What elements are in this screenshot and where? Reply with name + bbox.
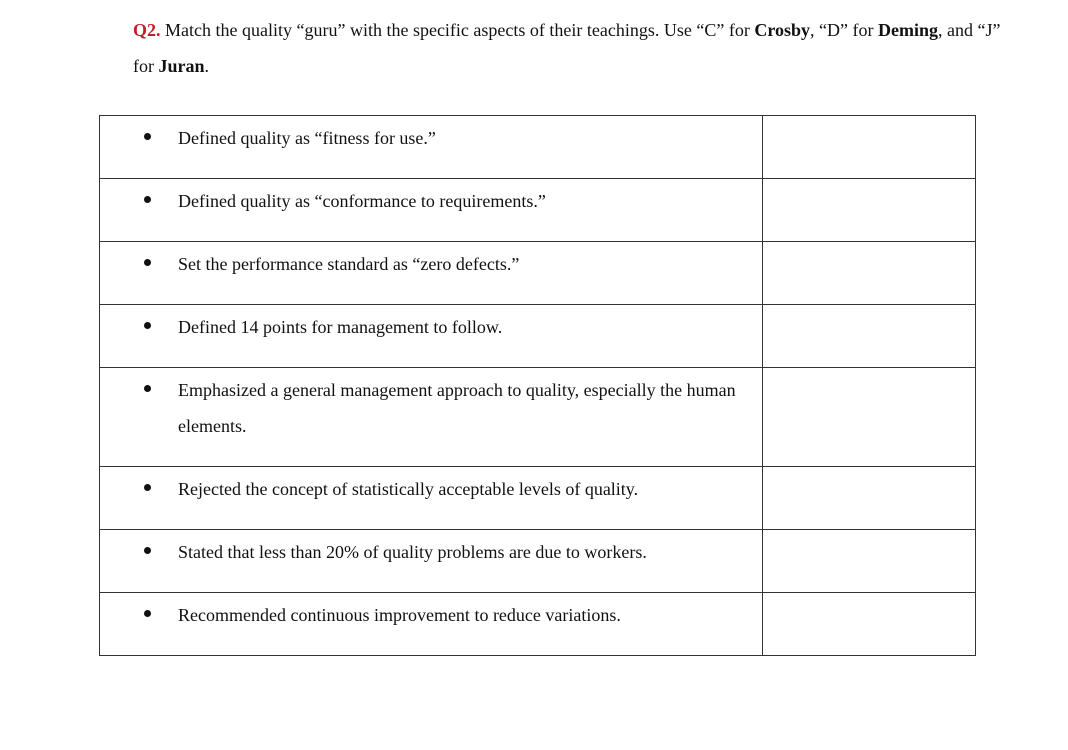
bullet-icon [144, 385, 151, 392]
statement-cell [100, 467, 763, 530]
statement-text: Stated that less than 20% of quality problems are due to workers. [178, 542, 647, 562]
statement-cell [100, 179, 763, 242]
answer-cell[interactable] [763, 593, 976, 656]
bullet-icon [144, 259, 151, 266]
bullet-icon [144, 484, 151, 491]
question-number: Q2. [133, 20, 161, 40]
table-row [100, 116, 976, 179]
answer-cell[interactable] [763, 242, 976, 305]
question-prompt [133, 12, 1013, 84]
bullet-icon [144, 133, 151, 140]
bullet-icon [144, 196, 151, 203]
statement-text: Set the performance standard as “zero defects.” [178, 254, 520, 274]
bullet-icon [144, 610, 151, 617]
statement-text: Rejected the concept of statistically acceptable levels of quality. [178, 479, 639, 499]
crosby-label: Crosby [754, 20, 811, 40]
bullet-icon [144, 547, 151, 554]
table-row [100, 593, 976, 656]
statement-text: Recommended continuous improvement to reduce variations. [178, 605, 621, 625]
statement-cell [100, 368, 763, 467]
juran-label: Juran [158, 56, 205, 76]
statement-cell [100, 530, 763, 593]
table-row [100, 179, 976, 242]
statement-text: Defined 14 points for management to follow. [178, 317, 503, 337]
table-row [100, 530, 976, 593]
statement-text: Defined quality as “conformance to requirements.” [178, 191, 546, 211]
bullet-icon [144, 322, 151, 329]
table-row [100, 305, 976, 368]
answer-cell[interactable] [763, 179, 976, 242]
answer-cell[interactable] [763, 530, 976, 593]
question-text: Match the quality “guru” with the specific aspects of their teachings. Use “C” for [160, 20, 755, 40]
statement-cell [100, 305, 763, 368]
answer-cell[interactable] [763, 116, 976, 179]
question-text: , “D” for [810, 20, 878, 40]
answer-cell[interactable] [763, 467, 976, 530]
matching-table [99, 115, 976, 656]
question-text: , and “J” for [133, 20, 1001, 76]
table-row [100, 242, 976, 305]
question-text: . [204, 56, 210, 76]
table-row [100, 368, 976, 467]
statement-text: Defined quality as “fitness for use.” [178, 128, 436, 148]
statement-text: Emphasized a general management approach to quality, especially the human elements. [178, 380, 736, 436]
deming-label: Deming [877, 20, 938, 40]
statement-cell [100, 116, 763, 179]
answer-cell[interactable] [763, 368, 976, 467]
answer-cell[interactable] [763, 305, 976, 368]
table-row [100, 467, 976, 530]
statement-cell [100, 593, 763, 656]
statement-cell [100, 242, 763, 305]
